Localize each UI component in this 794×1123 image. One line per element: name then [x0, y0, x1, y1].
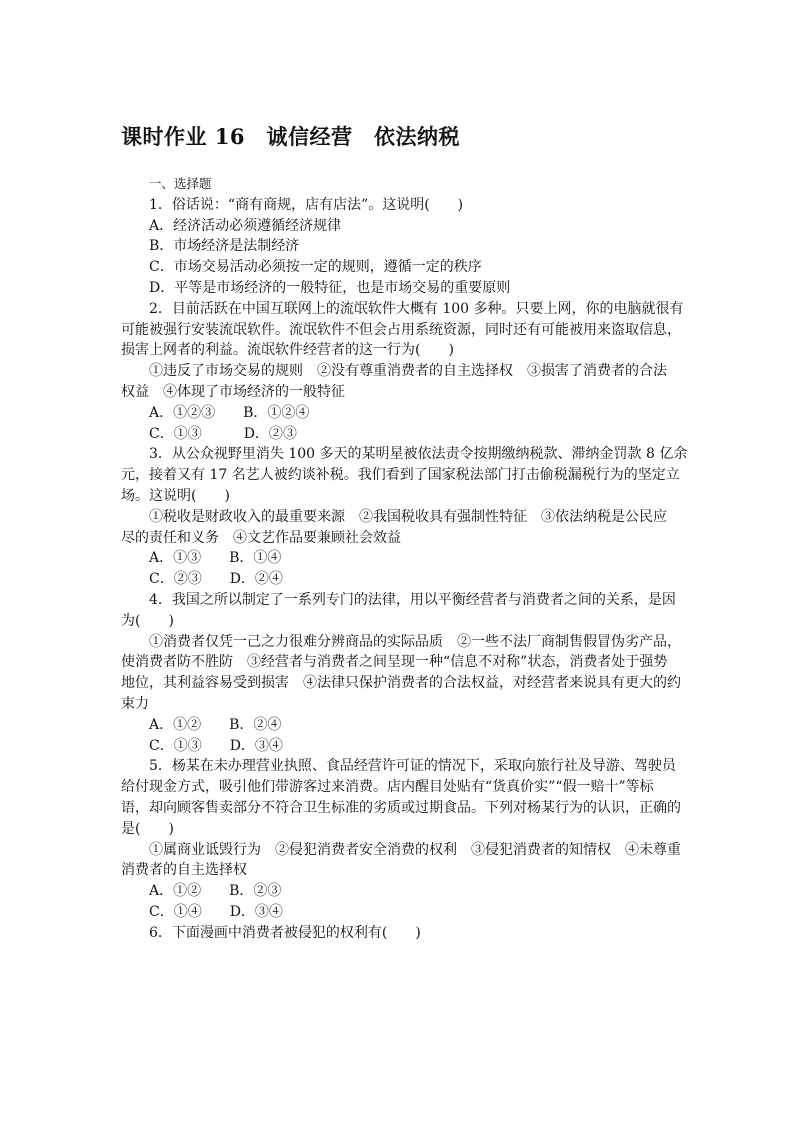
- question-1-option-b: B．市场经济是法制经济: [149, 238, 300, 255]
- question-2-stem-line: 2．目前活跃在中国互联网上的流氓软件大概有 100 多种。只要上网，你的电脑就很有: [149, 300, 684, 317]
- question-5-statements: 消费者的自主选择权: [121, 862, 247, 879]
- question-1-stem: 1．俗话说：“商有商规，店有店法”。这说明( ): [149, 196, 464, 213]
- question-2-options: C．①③ D．②③: [149, 425, 297, 442]
- question-3-statements: 尽的责任和义务 ④文艺作品要兼顾社会效益: [121, 529, 401, 546]
- question-1-option-c: C．市场交易活动必须按一定的规则，遵循一定的秩序: [149, 259, 482, 276]
- question-3-stem-line: 3．从公众视野里消失 100 多天的某明星被依法责令按期缴纳税款、滞纳金罚款 8 亿余: [149, 446, 688, 463]
- question-3-stem-line: 元，接着又有 17 名艺人被约谈补税。我们看到了国家税法部门打击偷税漏税行为的坚定立: [121, 467, 680, 484]
- question-3-stem-line: 场。这说明( ): [121, 487, 230, 504]
- question-4-statements: ①消费者仅凭一己之力很难分辨商品的实际品质 ②一些不法厂商制售假冒伪劣产品，: [149, 633, 681, 650]
- question-6-stem: 6．下面漫画中消费者被侵犯的权利有( ): [149, 924, 421, 941]
- question-4-statements: 地位，其利益容易受到损害 ④法律只保护消费者的合法权益，对经营者来说具有更大的约: [121, 675, 681, 692]
- question-5-options: A．①② B．②③: [149, 883, 282, 900]
- question-5-stem-line: 给付现金方式，吸引他们带游客过来消费。店内醒目处贴有“货真价实”“假一赔十”等标: [121, 779, 654, 796]
- question-3-options: A．①③ B．①④: [149, 550, 282, 567]
- question-5-statements: ①属商业诋毁行为 ②侵犯消费者安全消费的权利 ③侵犯消费者的知情权 ④未尊重: [149, 841, 681, 858]
- question-4-options: C．①③ D．③④: [149, 737, 283, 754]
- page-title: 课时作业 16 诚信经营 依法纳税: [121, 124, 461, 149]
- question-4-options: A．①② B．②④: [149, 716, 282, 733]
- question-4-stem-line: 4．我国之所以制定了一系列专门的法律，用以平衡经营者与消费者之间的关系，是因: [149, 591, 676, 608]
- question-2-stem-line: 损害上网者的利益。流氓软件经营者的这一行为( ): [121, 342, 454, 359]
- question-4-stem-line: 为( ): [121, 612, 174, 629]
- question-2-statements: ①违反了市场交易的规则 ②没有尊重消费者的自主选择权 ③损害了消费者的合法: [149, 363, 667, 380]
- question-3-options: C．②③ D．②④: [149, 571, 283, 588]
- section-heading: 一、选择题: [149, 176, 212, 191]
- question-1-option-a: A．经济活动必须遵循经济规律: [149, 217, 342, 234]
- question-body: [121, 174, 688, 943]
- question-5-stem-line: 是( ): [121, 820, 174, 837]
- question-5-stem-line: 语，却向顾客售卖部分不符合卫生标准的劣质或过期食品。下列对杨某行为的认识，正确的: [121, 799, 681, 816]
- question-1-option-d: D．平等是市场经济的一般特征，也是市场交易的重要原则: [149, 279, 511, 296]
- question-2-statements: 权益 ④体现了市场经济的一般特征: [121, 383, 345, 400]
- question-2-stem-line: 可能被强行安装流氓软件。流氓软件不但会占用系统资源，同时还有可能被用来盗取信息，: [121, 321, 681, 338]
- question-4-statements: 束力: [121, 695, 149, 712]
- question-2-options: A．①②③ B．①②④: [149, 404, 310, 421]
- question-5-stem-line: 5．杨某在未办理营业执照、食品经营许可证的情况下，采取向旅行社及导游、驾驶员: [149, 758, 676, 775]
- question-4-statements: 使消费者防不胜防 ③经营者与消费者之间呈现一种“信息不对称”状态，消费者处于强势: [121, 654, 668, 671]
- question-5-options: C．①④ D．③④: [149, 903, 283, 920]
- question-3-statements: ①税收是财政收入的最重要来源 ②我国税收具有强制性特征 ③依法纳税是公民应: [149, 508, 667, 525]
